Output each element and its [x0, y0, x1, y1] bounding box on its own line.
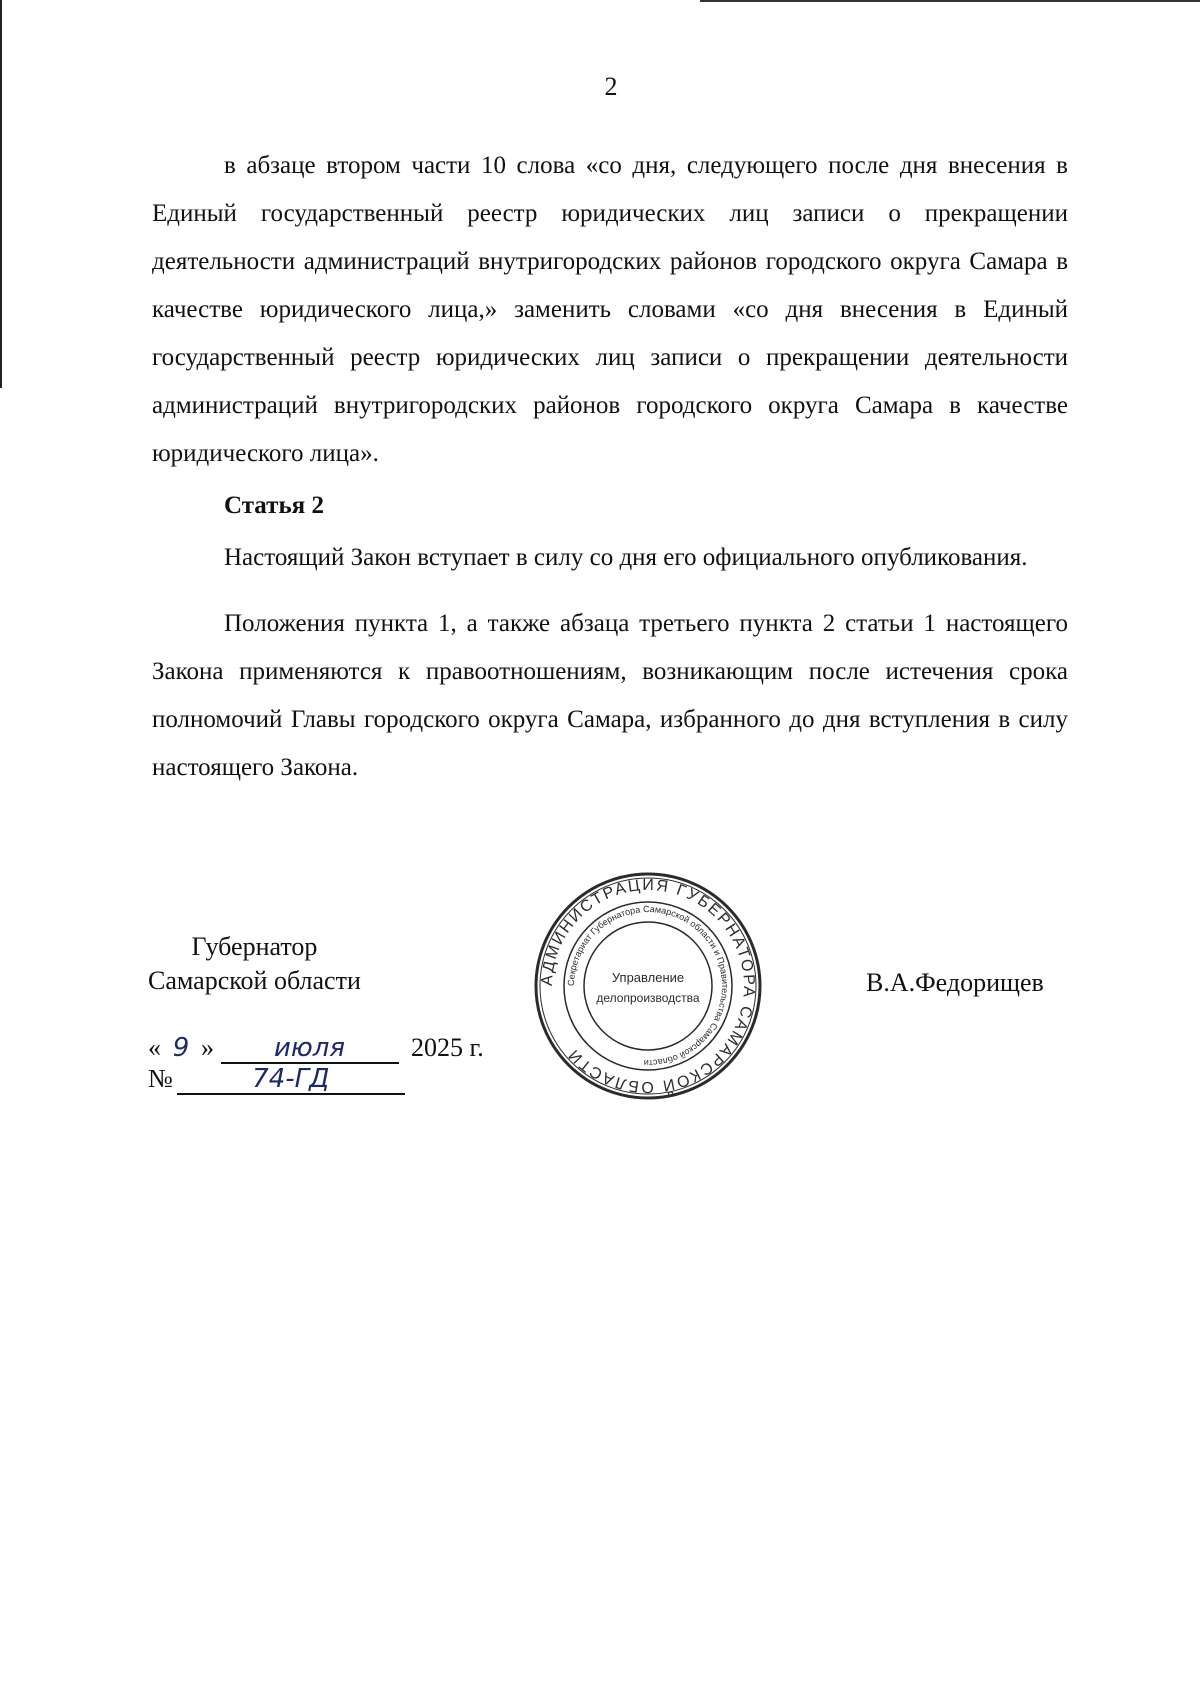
date-year: 2025 г.	[411, 1033, 484, 1062]
seal-inner-ring	[584, 922, 712, 1050]
page-number: 2	[604, 72, 618, 101]
scan-left-edge-mark	[0, 0, 2, 388]
scan-top-edge-line	[700, 0, 1200, 2]
signatory-title-line1: Губернатор	[191, 932, 318, 961]
document-body	[152, 142, 1068, 792]
signatory-name: В.А.Федорищев	[866, 968, 1044, 997]
handwritten-law-number: 74-ГД	[177, 1065, 405, 1095]
seal-inner-text: Секретариат Губернатора Самарской области и Правительства Самарской области	[565, 903, 731, 1069]
number-label: №	[148, 1064, 173, 1093]
seal-graphic	[532, 870, 764, 1102]
date-close-quote: »	[201, 1033, 214, 1062]
seal-center-line2: делопроизводства	[596, 991, 700, 1005]
handwritten-month: июля	[221, 1034, 399, 1064]
applicability-paragraph: Положения пункта 1, а также абзаца третьего пункта 2 статьи 1 настоящего Закона применяются к правоотношениям, возникающим после истечения срока полномочий Главы городского округа Самара, избранного до дня вступления в силу настоящего Закона.	[152, 610, 1068, 781]
date-open-quote: «	[148, 1033, 161, 1062]
signatory-title-line2: Самарской области	[148, 966, 361, 995]
signing-date	[148, 1033, 484, 1064]
article-heading: Статья 2	[224, 492, 324, 519]
handwritten-day: 9	[172, 1033, 190, 1063]
signatory-title	[148, 930, 361, 998]
amendment-paragraph: в абзаце втором части 10 слова «со дня, следующего после дня внесения в Единый государственный реестр юридических лиц записи о прекращении деятельности администраций внутригородских районов городского округа Самара в качестве юридического лица,» заменить словами «со дня внесения в Единый государственный реестр юридических лиц записи о прекращении деятельности администраций внутригородских районов городского округа Самара в качестве юридического лица».	[152, 152, 1068, 467]
seal-middle-ring	[564, 902, 732, 1070]
entry-into-force-paragraph: Настоящий Закон вступает в силу со дня его официального опубликования.	[224, 544, 1028, 571]
law-number	[148, 1064, 405, 1095]
seal-outer-text: АДМИНИСТРАЦИЯ ГУБЕРНАТОРА САМАРСКОЙ ОБЛАСТИ	[538, 876, 758, 1096]
official-seal	[532, 870, 764, 1102]
seal-center-line1: Управление	[611, 970, 685, 985]
